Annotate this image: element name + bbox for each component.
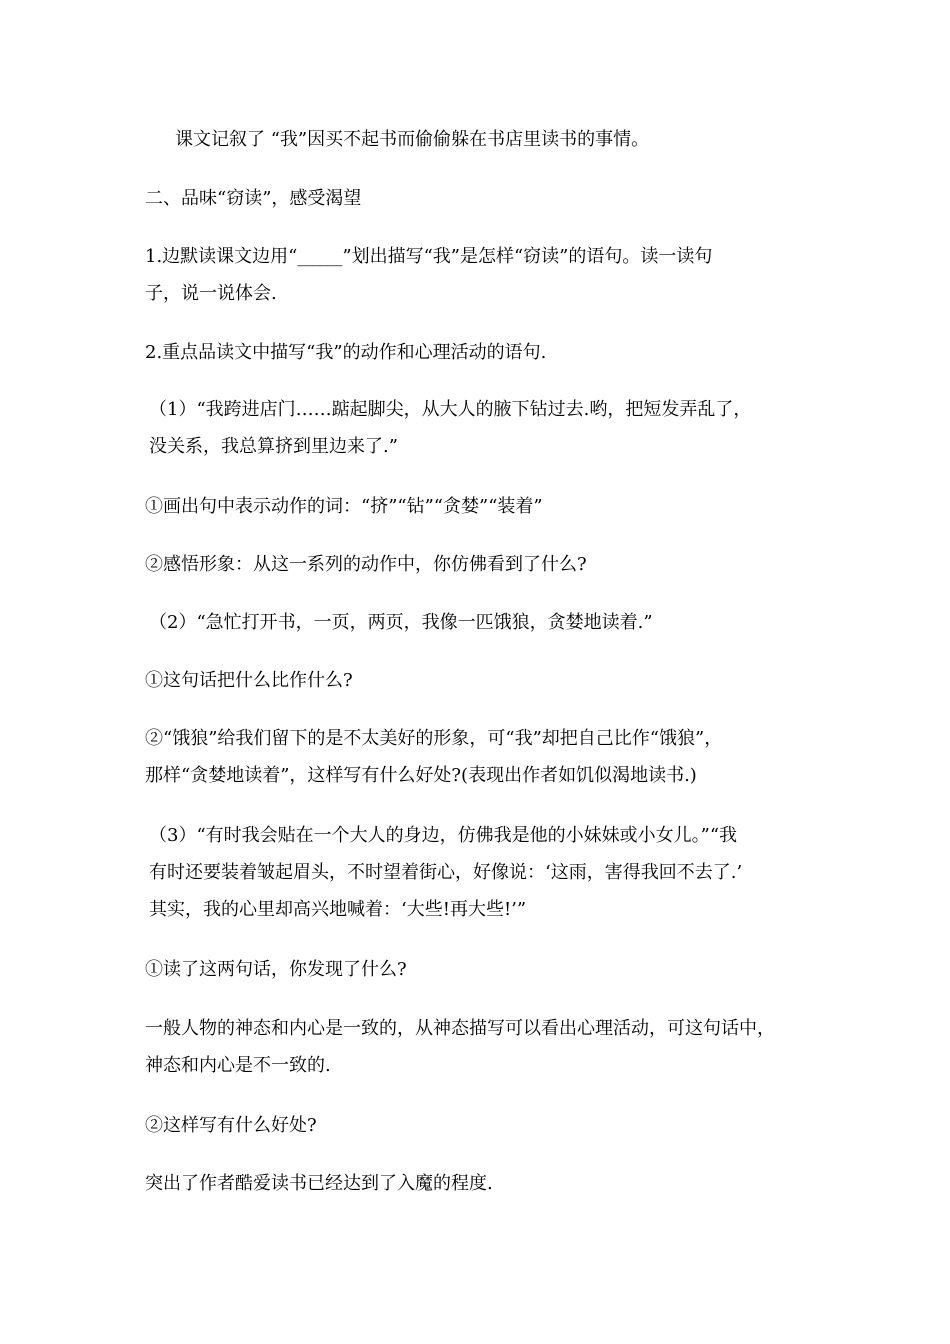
- paragraph-summary: [175, 121, 843, 158]
- answer-3-2: [145, 1165, 813, 1202]
- quote-1: [149, 391, 817, 465]
- quote-2: [149, 604, 817, 641]
- text-line: （3）“有时我会贴在一个大人的身边，仿佛我是他的小妹妹或小女儿。”“我: [149, 825, 738, 846]
- text-line: 1.边默读课文边用“_____”划出描写“我”是怎样“窃读”的语句。读一读句: [145, 246, 713, 267]
- text-line: 那样“贪婪地读着”，这样写有什么好处?(表现出作者如饥似渴地读书.): [145, 765, 697, 786]
- text-line: ②“饿狼”给我们留下的是不太美好的形象，可“我”却把自己比作“饿狼”，: [145, 728, 723, 749]
- text-line: 课文记叙了 “我”因买不起书而偷偷躲在书店里读书的事情。: [175, 129, 650, 150]
- text-line: 突出了作者酷爱读书已经达到了入魔的程度.: [145, 1173, 493, 1194]
- paragraph-item-1: [145, 238, 813, 312]
- text-line: ①这句话把什么比作什么?: [145, 670, 353, 691]
- text-line: 其实，我的心里却高兴地喊着：‘大些!再大些!’”: [149, 899, 527, 920]
- answer-3-1: [145, 1010, 813, 1084]
- question-1-1: [145, 488, 813, 525]
- question-1-2: [145, 546, 813, 583]
- text-line: （1）“我跨进店门……踮起脚尖，从大人的腋下钻过去.哟，把短发弄乱了，: [149, 399, 752, 420]
- quote-3: [149, 817, 817, 928]
- text-line: 子，说一说体会.: [145, 283, 277, 304]
- question-3-1: [145, 951, 813, 988]
- text-line: 一般人物的神态和内心是一致的，从神态描写可以看出心理活动，可这句话中，: [145, 1018, 775, 1039]
- section-heading: [145, 180, 813, 217]
- text-line: ②这样写有什么好处?: [145, 1115, 317, 1136]
- question-2-2: [145, 720, 813, 794]
- text-line: （2）“急忙打开书，一页，两页，我像一匹饿狼，贪婪地读着.”: [149, 612, 653, 633]
- text-line: 有时还要装着皱起眉头，不时望着街心，好像说：‘这雨，害得我回不去了.’: [149, 862, 743, 883]
- text-line: 2.重点品读文中描写“我”的动作和心理活动的语句.: [145, 342, 547, 363]
- text-line: ②感悟形象：从这一系列的动作中，你仿佛看到了什么?: [145, 554, 587, 575]
- question-2-1: [145, 662, 813, 699]
- text-line: 神态和内心是不一致的.: [145, 1055, 331, 1076]
- text-line: 没关系，我总算挤到里边来了.”: [149, 436, 398, 457]
- text-line: 二、品味“窃读”，感受渴望: [145, 188, 362, 209]
- paragraph-item-2: [145, 334, 813, 371]
- text-line: ①画出句中表示动作的词：“挤”“钻”“贪婪”“装着”: [145, 496, 543, 517]
- question-3-2: [145, 1107, 813, 1144]
- text-line: ①读了这两句话，你发现了什么?: [145, 959, 407, 980]
